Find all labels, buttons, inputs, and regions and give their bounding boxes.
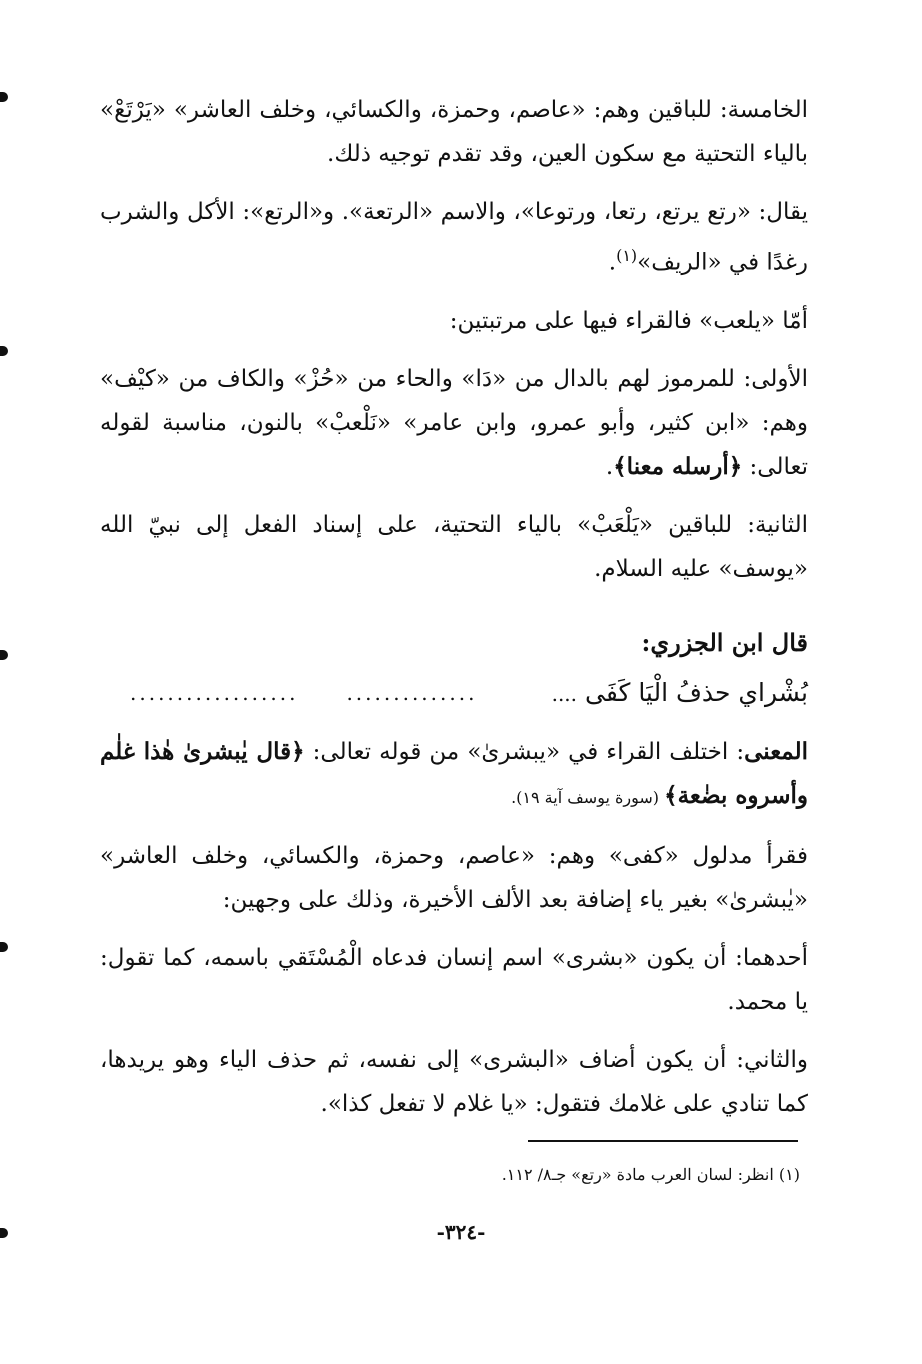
page-number: -٣٢٤- [436, 1220, 486, 1244]
paragraph-first-aspect: أحدهما: أن يكون «بشرى» اسم إنسان فدعاه الْمُسْتَقي باسمه، كما تقول: يا محمد. [100, 944, 808, 1015]
verse-dots-1: .... [551, 681, 578, 706]
footnote-divider [528, 1140, 798, 1142]
paragraph-fifth: الخامسة: للباقين وهم: «عاصم، وحمزة، والكسائي، وخلف العاشر» «يَرْتَعْ» بالياء التحتية مع سكون العين، وقد تقدم توجيه ذلك. [100, 97, 808, 167]
verse-line [100, 671, 808, 716]
margin-mark [0, 942, 8, 952]
paragraph-first-rank [100, 357, 808, 489]
first-rank-end: . [605, 453, 614, 480]
margin-mark [0, 92, 8, 102]
verse-dots-group [130, 671, 477, 715]
meaning-label: المعنى [744, 737, 808, 765]
verse-dots-2: .............. [346, 681, 478, 706]
first-rank-text: الأولى: للمرموز لهم بالدال من «دَا» والحاء من «حُزْ» والكاف من «كيْف» وهم: «ابن كثير، وأبو عمرو، وابن عامر» «نَلْعبْ» بالنون، مناسبة لقوله تعالى: [100, 365, 808, 480]
verse-text [552, 671, 808, 716]
paragraph-kafa: فقرأ مدلول «كفى» وهم: «عاصم، وحمزة، والكسائي، وخلف العاشر» «يٰبشرىٰ» بغير ياء إضافة بعد الألف الأخيرة، وذلك على وجهين: [100, 842, 808, 913]
margin-mark [0, 650, 8, 660]
margin-mark [0, 346, 8, 356]
definition-end: . [608, 249, 617, 276]
meaning-text: : اختلف القراء في «يبشرىٰ» من قوله تعالى: [304, 738, 745, 765]
section-heading: قال ابن الجزري: [641, 627, 808, 657]
quran-quote: ﴿أرسله معنا﴾ [613, 452, 743, 480]
paragraph-second-aspect: والثاني: أن يكون أضاف «البشرى» إلى نفسه، ثم حذف الياء وهو يريدها، كما تنادي على غلامك فتقول: «يا غلام لا تفعل كذا». [100, 1046, 809, 1117]
paragraph-meaning [100, 730, 808, 820]
verse-dots-3: .................. [130, 681, 299, 706]
paragraph-second-rank: الثانية: للباقين «يَلْعَبْ» بالياء التحتية، على إسناد الفعل إلى نبيّ الله «يوسف» عليه السلام. [100, 511, 808, 582]
footnote-ref[interactable]: (١) [616, 246, 638, 265]
meaning-quran: ﴿قال يٰبشرىٰ هٰذا غلٰم وأسروه بضٰعة﴾ [100, 737, 808, 809]
verse-words: بُشْراي حذفُ الْيَا كَفَى [584, 677, 808, 707]
definition-text: يقال: «رتع يرتع، رتعا، ورتوعا»، والاسم «الرتعة». و«الرتع»: الأكل والشرب رغدًا في «الريف» [100, 199, 808, 276]
page-body [100, 88, 808, 1140]
paragraph-definition [100, 190, 808, 285]
footnote: (١) انظر: لسان العرب مادة «رتع» جـ٨/ ١١٢. [501, 1165, 800, 1184]
meaning-ref: (سورة يوسف آية ١٩). [511, 787, 665, 807]
paragraph-yalab-intro: أمّا «يلعب» فالقراء فيها على مرتبتين: [449, 307, 808, 334]
